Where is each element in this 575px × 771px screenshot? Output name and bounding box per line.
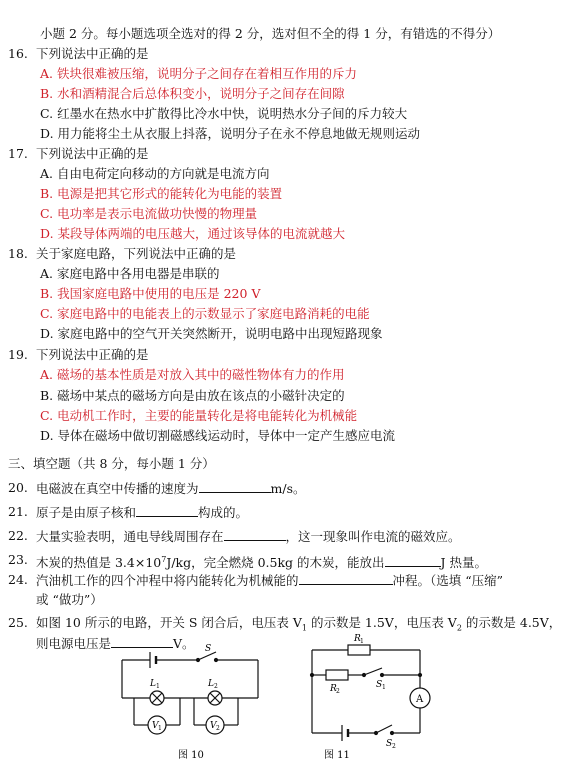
question-text: V。 [173, 636, 195, 651]
question-text: 大量实验表明，通电导线周围存在 [36, 529, 224, 544]
option-c: C. 电动机工作时，主要的能量转化是将电能转化为机械能 [40, 408, 358, 423]
answer-blank[interactable] [224, 526, 286, 541]
option-b: B. 我国家庭电路中使用的电压是 220 V [40, 286, 261, 301]
question-20 [36, 478, 306, 499]
option-d: D. 用力能将尘土从衣服上抖落，说明分子在永不停息地做无规则运动 [40, 126, 421, 141]
instructions-text: 小题 2 分。每小题选项全选对的得 2 分，选对但不全的得 1 分，有错选的不得分） [40, 26, 501, 41]
subscript: 1 [301, 623, 307, 633]
option-b: B. 电源是把其它形式的能转化为电能的装置 [40, 186, 283, 201]
ammeter-label: A [416, 694, 424, 705]
question-text: 木炭的热值是 3.4×10 [36, 555, 162, 571]
option-b: B. 磁场中某点的磁场方向是由放在该点的小磁针决定的 [40, 388, 345, 403]
option-d: D. 导体在磁场中做切割磁感线运动时，导体中一定产生感应电流 [40, 428, 396, 443]
figure-10-circuit [110, 640, 270, 771]
voltmeter-v2-label: V [210, 721, 217, 731]
question-23-number: 23. [8, 552, 28, 567]
figure-caption: 图 10 [178, 750, 204, 761]
answer-blank[interactable] [136, 502, 198, 517]
lamp-l2-label: L [208, 679, 214, 689]
question-text: 汽油机工作的四个冲程中将内能转化为机械能的 [36, 573, 299, 588]
option-d: D. 某段导体两端的电压越大，通过该导体的电流就越大 [40, 226, 346, 241]
question-text: m/s。 [270, 481, 306, 496]
question-stem: 下列说法中正确的是 [36, 46, 149, 61]
resistor-r1-sub: 1 [360, 638, 364, 645]
option-c: C. 红墨水在热水中扩散得比冷水中快，说明热水分子间的斥力较大 [40, 106, 408, 121]
question-text: 构成的。 [198, 505, 249, 520]
resistor-r2-sub: 2 [336, 688, 340, 695]
question-22-number: 22. [8, 528, 28, 543]
question-stem: 下列说法中正确的是 [36, 146, 149, 161]
question-number: 16. [8, 46, 28, 61]
lamp-l2-sub: 2 [214, 683, 218, 690]
voltmeter-v1-label: V [152, 721, 159, 731]
answer-blank[interactable] [199, 478, 271, 493]
subscript: 2 [456, 623, 462, 633]
option-d: D. 家庭电路中的空气开关突然断开，说明电路中出现短路现象 [40, 326, 383, 341]
question-21-number: 21. [8, 504, 28, 519]
question-text: ，这一现象叫作电流的磁效应。 [285, 529, 461, 544]
question-25-number: 25. [8, 615, 28, 630]
question-number: 18. [8, 246, 28, 261]
question-text: 的示数是 1.5V，电压表 V [306, 615, 457, 630]
option-c: C. 家庭电路中的电能表上的示数显示了家庭电路消耗的电能 [40, 306, 370, 321]
question-number: 19. [8, 347, 28, 362]
exponent: 7 [161, 555, 167, 564]
question-text: 如图 10 所示的电路，开关 S 闭合后，电压表 V [36, 615, 302, 630]
figure-11-circuit [300, 628, 440, 771]
option-b: B. 水和酒精混合后总体积变小，说明分子之间存在间隙 [40, 86, 345, 101]
answer-blank[interactable] [299, 570, 393, 585]
option-a: A. 自由电荷定向移动的方向就是电流方向 [40, 166, 270, 181]
resistor-r1-label: R [354, 634, 361, 644]
question-text: J/kg，完全燃烧 0.5kg 的木炭，能放出 [166, 555, 385, 571]
question-22 [36, 526, 461, 547]
option-c: C. 电功率是表示电流做功快慢的物理量 [40, 206, 258, 221]
figure-caption: 图 11 [324, 750, 350, 761]
switch-s2-label: S [386, 739, 393, 749]
question-text: 则电源电压是 [36, 636, 112, 651]
question-text: J 热量。 [440, 555, 488, 571]
section-heading: 三、填空题（共 8 分，每小题 1 分） [8, 456, 215, 471]
option-a: A. 家庭电路中各用电器是串联的 [40, 266, 220, 281]
resistor-r2-label: R [330, 684, 337, 694]
option-a: A. 磁场的基本性质是对放入其中的磁性物体有力的作用 [40, 367, 345, 382]
lamp-l1-label: L [150, 679, 156, 689]
question-text: 的示数是 4.5V， [461, 615, 562, 630]
question-text: 电磁波在真空中传播的速度为 [36, 481, 199, 496]
question-number: 17. [8, 146, 28, 161]
question-stem: 下列说法中正确的是 [36, 347, 149, 362]
question-24 [36, 570, 503, 591]
question-text: 冲程。（选填 “压缩” [392, 573, 504, 588]
question-text: 原子是由原子核和 [36, 505, 137, 520]
switch-s2-sub: 2 [392, 743, 396, 750]
option-a: A. 铁块很难被压缩，说明分子之间存在着相互作用的斥力 [40, 66, 357, 81]
question-24-line2: 或 “做功”） [36, 592, 103, 607]
switch-s1-label: S [376, 680, 383, 690]
question-20-number: 20. [8, 480, 28, 495]
voltmeter-v1-sub: 1 [158, 725, 162, 732]
lamp-l1-sub: 1 [156, 683, 160, 690]
question-21 [36, 502, 248, 523]
switch-s1-sub: 1 [382, 684, 386, 691]
question-stem: 关于家庭电路，下列说法中正确的是 [36, 246, 237, 261]
answer-blank[interactable] [385, 552, 441, 567]
switch-label: S [205, 644, 212, 654]
question-24-number: 24. [8, 572, 28, 587]
voltmeter-v2-sub: 2 [216, 725, 220, 732]
